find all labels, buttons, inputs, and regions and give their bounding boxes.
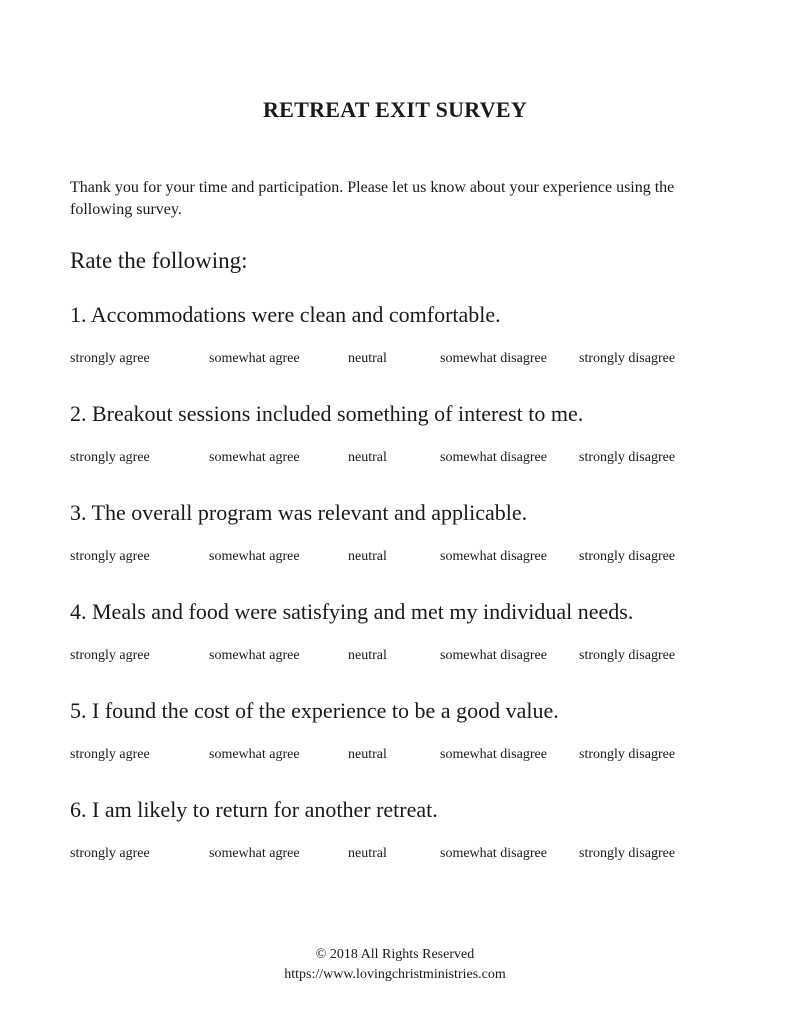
footer-url-link[interactable]: https://www.lovingchristministries.com: [284, 967, 506, 982]
option-somewhat-disagree[interactable]: somewhat disagree: [440, 351, 547, 366]
rating-scale: [70, 450, 750, 470]
option-strongly-agree[interactable]: strongly agree: [70, 648, 150, 663]
option-strongly-disagree[interactable]: strongly disagree: [579, 648, 676, 663]
rating-scale: [70, 846, 750, 866]
rating-scale: [70, 351, 750, 371]
option-somewhat-agree[interactable]: somewhat agree: [209, 351, 300, 366]
rate-heading: Rate the following:: [70, 248, 248, 273]
intro-text: Thank you for your time and participation. Please let us know about your experience using the following survey.: [70, 179, 675, 218]
question-3: [70, 497, 750, 569]
option-somewhat-agree[interactable]: somewhat agree: [209, 450, 300, 465]
footer: [0, 945, 790, 985]
question-text: 3. The overall program was relevant and applicable.: [70, 500, 528, 525]
option-somewhat-disagree[interactable]: somewhat disagree: [440, 648, 547, 663]
question-text: 1. Accommodations were clean and comfortable.: [70, 302, 501, 327]
rating-scale: [70, 747, 750, 767]
rating-scale: [70, 549, 750, 569]
option-somewhat-disagree[interactable]: somewhat disagree: [440, 846, 547, 861]
option-somewhat-agree[interactable]: somewhat agree: [209, 549, 300, 564]
option-somewhat-disagree[interactable]: somewhat disagree: [440, 549, 547, 564]
question-1: [70, 299, 750, 371]
question-6: [70, 794, 750, 866]
option-somewhat-disagree[interactable]: somewhat disagree: [440, 450, 547, 465]
question-text: 4. Meals and food were satisfying and met my individual needs.: [70, 599, 634, 624]
option-strongly-disagree[interactable]: strongly disagree: [579, 549, 676, 564]
copyright-text: © 2018 All Rights Reserved: [315, 947, 475, 962]
page-title: RETREAT EXIT SURVEY: [262, 97, 528, 122]
option-somewhat-agree[interactable]: somewhat agree: [209, 846, 300, 861]
option-neutral[interactable]: neutral: [348, 648, 387, 663]
option-strongly-disagree[interactable]: strongly disagree: [579, 747, 676, 762]
option-somewhat-disagree[interactable]: somewhat disagree: [440, 747, 547, 762]
option-strongly-disagree[interactable]: strongly disagree: [579, 450, 676, 465]
option-neutral[interactable]: neutral: [348, 351, 387, 366]
option-strongly-agree[interactable]: strongly agree: [70, 747, 150, 762]
option-somewhat-agree[interactable]: somewhat agree: [209, 648, 300, 663]
question-4: [70, 596, 750, 668]
option-neutral[interactable]: neutral: [348, 549, 387, 564]
option-neutral[interactable]: neutral: [348, 747, 387, 762]
question-2: [70, 398, 750, 470]
question-text: 5. I found the cost of the experience to be a good value.: [70, 698, 559, 723]
question-text: 6. I am likely to return for another retreat.: [70, 797, 438, 822]
option-strongly-agree[interactable]: strongly agree: [70, 450, 150, 465]
option-strongly-agree[interactable]: strongly agree: [70, 351, 150, 366]
question-text: 2. Breakout sessions included something of interest to me.: [70, 401, 584, 426]
rating-scale: [70, 648, 750, 668]
option-neutral[interactable]: neutral: [348, 846, 387, 861]
option-somewhat-agree[interactable]: somewhat agree: [209, 747, 300, 762]
option-strongly-agree[interactable]: strongly agree: [70, 549, 150, 564]
option-neutral[interactable]: neutral: [348, 450, 387, 465]
option-strongly-disagree[interactable]: strongly disagree: [579, 351, 676, 366]
option-strongly-agree[interactable]: strongly agree: [70, 846, 150, 861]
question-5: [70, 695, 750, 767]
option-strongly-disagree[interactable]: strongly disagree: [579, 846, 676, 861]
